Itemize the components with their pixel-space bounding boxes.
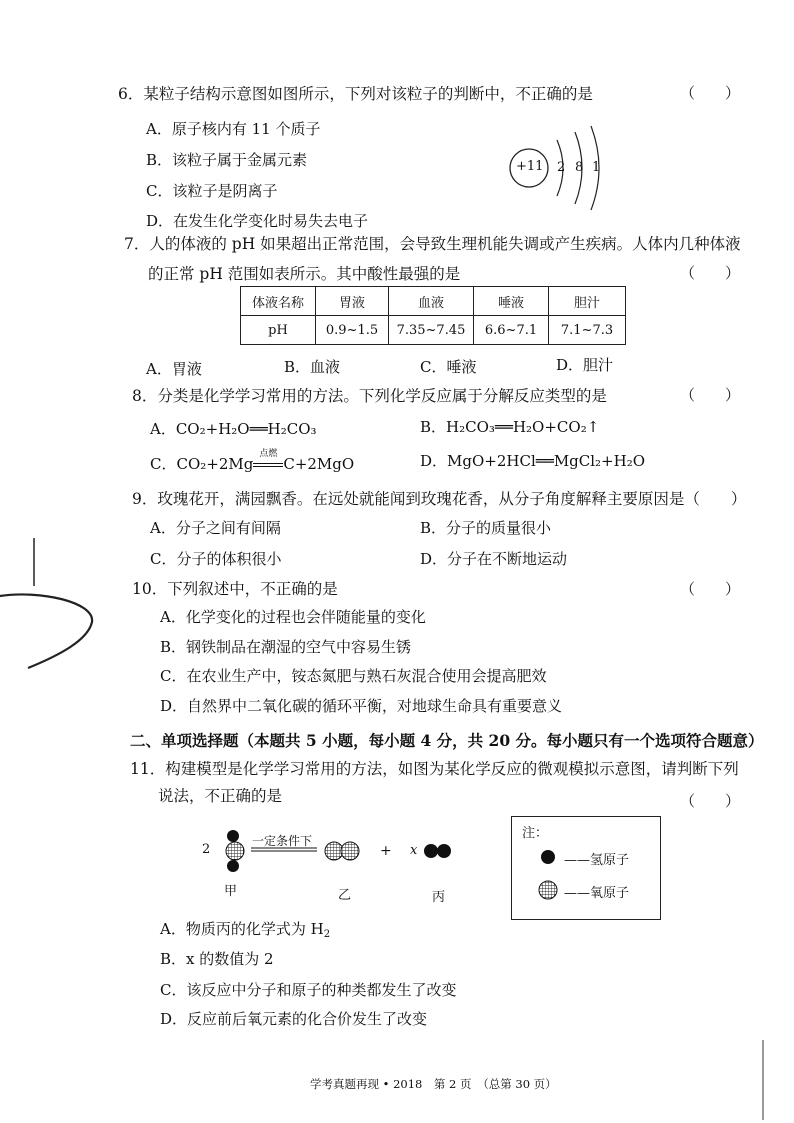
table-header-cell: 唾液 [474,287,549,316]
table-cell: 7.35~7.45 [389,316,474,345]
bing-hydrogen-atom [424,844,438,858]
scan-artifact-line [758,1040,768,1120]
label-jia: 甲 [224,884,238,899]
q7-option-a: A．胃液 [146,360,202,378]
label-bing: 丙 [432,890,446,905]
q11-stem-line1: 11．构建模型是化学学习常用的方法，如图为某化学反应的微观模拟示意图，请判断下列 [130,760,739,778]
q11-option-c: C．该反应中分子和原子的种类都发生了改变 [160,981,457,999]
table-row [241,287,626,316]
shell-2-count: 8 [575,160,584,175]
q10-answer-paren: （ ） [680,580,741,598]
q7-answer-paren: （ ） [680,264,741,282]
shell-1-count: 2 [557,160,566,175]
q7-option-d: D．胆汁 [556,356,614,374]
q8-option-c-arrow [253,449,283,473]
q11-option-a-text: A．物质丙的化学式为 H [160,920,324,938]
q6-option-d: D．在发生化学变化时易失去电子 [146,212,369,230]
jia-coefficient: 2 [202,842,211,857]
yi-oxygen-atom [325,842,343,860]
q11-option-b: B．x 的数值为 2 [160,950,274,968]
q7-stem-line2: 的正常 pH 范围如表所示。其中酸性最强的是 [148,265,461,283]
table-header-cell: 体液名称 [241,287,316,316]
q10-option-d: D．自然界中二氧化碳的循环平衡，对地球生命具有重要意义 [160,697,563,715]
q9-option-a: A．分子之间有间隔 [150,519,281,537]
table-cell: 0.9~1.5 [316,316,389,345]
hydrogen-atom-icon [541,850,555,864]
q8-option-b: B．H₂CO₃══H₂O+CO₂↑ [420,418,600,436]
q7-option-c: C．唾液 [420,358,477,376]
shell-3-count: 1 [592,160,601,175]
q6-option-c: C．该粒子是阴离子 [146,182,278,200]
q9-stem: 9．玫瑰花开，满园飘香。在远处就能闻到玫瑰花香，从分子角度解释主要原因是（ ） [132,490,747,508]
bing-coefficient: x [410,843,418,858]
legend-icons [536,846,560,906]
table-header-cell: 血液 [389,287,474,316]
section-2-heading: 二、单项选择题（本题共 5 小题，每小题 4 分，共 20 分。每小题只有一个选项符合题意） [130,731,764,750]
oxygen-atom-icon [539,881,557,899]
yi-oxygen-atom [341,842,359,860]
q9-option-c: C．分子的体积很小 [150,550,282,568]
q6-option-a: A．原子核内有 11 个质子 [146,120,321,138]
jia-hydrogen-atom [227,860,239,872]
nucleus-charge: +11 [516,159,544,174]
reaction-diagram [195,820,475,885]
q11-option-a-subscript: 2 [323,929,331,940]
q7-option-b: B．血液 [284,358,341,376]
q11-option-d: D．反应前后氧元素的化合价发生了改变 [160,1010,428,1028]
label-yi: 乙 [338,888,352,903]
q8-option-a: A．CO₂+H₂O══H₂CO₃ [150,420,317,438]
table-row [241,316,626,345]
table-cell: 6.6~7.1 [474,316,549,345]
scan-artifact-curve [0,530,110,670]
legend-title: 注： [522,826,549,841]
q10-option-b: B．钢铁制品在潮湿的空气中容易生锈 [160,638,412,656]
reaction-condition: 一定条件下 [252,834,313,848]
q8-answer-paren: （ ） [680,386,741,404]
table-row-label: pH [241,316,316,345]
q11-answer-paren: （ ） [680,792,741,810]
table-header-cell: 胆汁 [549,287,626,316]
table-cell: 7.1~7.3 [549,316,626,345]
q8-option-c-reactants: C．CO₂+2Mg [150,455,254,473]
q8-option-c [150,449,355,474]
legend-hydrogen: ——氢原子 [564,853,630,868]
table-header-cell: 胃液 [316,287,389,316]
reaction-plus: + [380,843,392,859]
q11-option-a [160,918,330,940]
jia-oxygen-atom [226,842,244,860]
q8-option-d: D．MgO+2HCl══MgCl₂+H₂O [420,452,646,470]
page-footer: 学考真题再现 • 2018 第 2 页 （总第 30 页） [310,1077,557,1091]
bing-hydrogen-atom [437,844,451,858]
q9-option-b: B．分子的质量很小 [420,519,552,537]
q8-option-c-condition: 点燃 [259,449,278,459]
q6-answer-paren: （ ） [680,84,741,102]
q8-stem: 8．分类是化学学习常用的方法。下列化学反应属于分解反应类型的是 [132,387,607,405]
ph-table [240,286,626,345]
q10-stem: 10．下列叙述中，不正确的是 [132,580,338,598]
q9-option-d: D．分子在不断地运动 [420,550,568,568]
legend-oxygen: ——氧原子 [564,886,630,901]
q10-option-c: C．在农业生产中，铵态氮肥与熟石灰混合使用会提高肥效 [160,667,547,685]
q6-stem: 6．某粒子结构示意图如图所示，下列对该粒子的判断中，不正确的是 [118,85,593,103]
jia-hydrogen-atom [227,830,239,842]
q11-stem-line2: 说法，不正确的是 [158,787,283,805]
q10-option-a: A．化学变化的过程也会伴随能量的变化 [160,608,426,626]
q6-option-b: B．该粒子属于金属元素 [146,151,308,169]
q7-stem-line1: 7．人的体液的 pH 如果超出正常范围，会导致生理机能失调或产生疾病。人体内几种体液 [124,235,741,253]
q8-option-c-products: C+2MgO [283,455,355,473]
